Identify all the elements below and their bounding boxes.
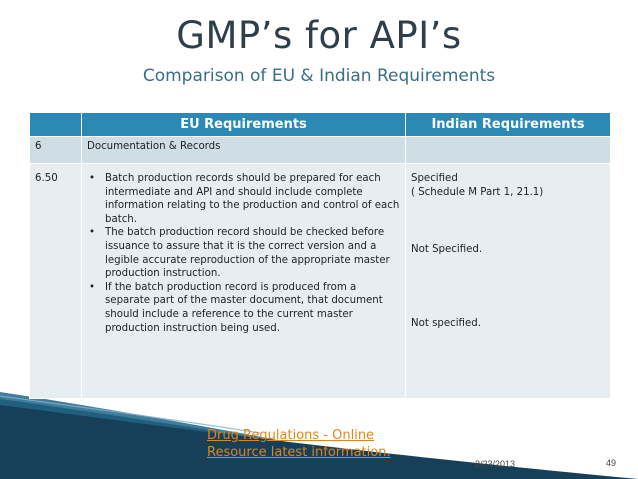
- slide-subtitle: Comparison of EU & Indian Requirements: [142, 66, 496, 86]
- indian-requirement: [406, 137, 611, 164]
- list-item: • Batch production records should be prepared for each intermediate and API and should include complete information relating to the production and control of each batch.: [87, 172, 400, 226]
- slide-title: GMP’s for API’s: [176, 14, 462, 57]
- comparison-table: [29, 112, 611, 399]
- table-header-row: [30, 113, 611, 137]
- indian-line: Not specified.: [411, 317, 481, 329]
- indian-line: Specified: [411, 173, 458, 184]
- page-number: 49: [606, 458, 617, 468]
- eu-bullet-list: [87, 172, 400, 335]
- header-cell-number: [30, 113, 82, 137]
- indian-line: Not Specified.: [411, 244, 483, 256]
- row-number: 6.50: [30, 164, 82, 399]
- header-cell-eu: EU Requirements: [82, 113, 406, 137]
- footer-date: 2/23/2013: [475, 459, 516, 469]
- table-row: [30, 137, 611, 164]
- header-cell-indian: Indian Requirements: [406, 113, 611, 137]
- drug-regulations-link[interactable]: Drug Regulations - Online Resource latest information.: [207, 428, 391, 460]
- list-item: • If the batch production record is produced from a separate part of the master document, that document should include a reference to the current master production instruction being used.: [87, 281, 400, 335]
- indian-line: ( Schedule M Part 1, 21.1): [411, 186, 544, 198]
- indian-requirement: [406, 164, 611, 399]
- eu-requirement: [82, 164, 406, 399]
- table-row: [30, 164, 611, 399]
- list-item: • The batch production record should be checked before issuance to assure that it is the correct version and a legible accurate reproduction of the appropriate master production instruction.: [87, 226, 400, 280]
- eu-requirement: Documentation & Records: [82, 137, 406, 164]
- row-number: 6: [30, 137, 82, 164]
